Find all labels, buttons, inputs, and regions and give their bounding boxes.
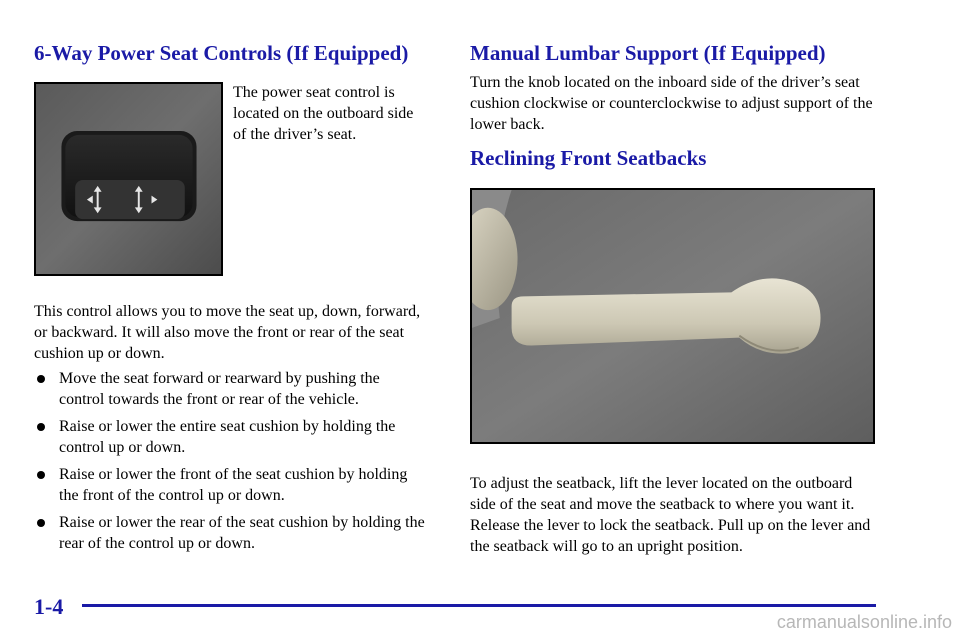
page-number: 1-4 bbox=[34, 594, 64, 619]
power-seat-bullet-list bbox=[34, 368, 426, 560]
power-seat-location-text: The power seat control is located on the outboard side of the driver’s seat. bbox=[233, 84, 414, 143]
power-seat-intro-text: This control allows you to move the seat up, down, forward, or backward. It will also move the front or rear of the seat cushion up or down. bbox=[34, 303, 421, 362]
lumbar-support-text: Turn the knob located on the inboard side of the driver’s seat cushion clockwise or counterclockwise to adjust support of the lower back. bbox=[470, 74, 873, 133]
heading-power-seat: 6-Way Power Seat Controls (If Equipped) bbox=[34, 41, 409, 65]
heading-lumbar-support: Manual Lumbar Support (If Equipped) bbox=[470, 41, 826, 65]
recline-lever-photo bbox=[470, 188, 875, 444]
heading-reclining-seatbacks: Reclining Front Seatbacks bbox=[470, 146, 707, 170]
footer-divider bbox=[82, 604, 876, 607]
list-item: Raise or lower the front of the seat cushion by holding the front of the control up or down. bbox=[34, 464, 426, 506]
bullet-icon bbox=[37, 519, 45, 527]
bullet-icon bbox=[37, 423, 45, 431]
bullet-icon bbox=[37, 375, 45, 383]
list-item: Raise or lower the rear of the seat cushion by holding the rear of the control up or down. bbox=[34, 512, 426, 554]
list-item: Raise or lower the entire seat cushion by holding the control up or down. bbox=[34, 416, 426, 458]
reclining-seatback-text: To adjust the seatback, lift the lever located on the outboard side of the seat and move the seatback to where you want it. Release the lever to lock the seatback. Pull up on the lever and the seatback will go to an upright position. bbox=[470, 475, 871, 555]
bullet-icon bbox=[37, 471, 45, 479]
power-seat-control-photo bbox=[34, 82, 223, 276]
watermark: carmanualsonline.info bbox=[776, 612, 952, 632]
list-item: Move the seat forward or rearward by pushing the control towards the front or rear of the vehicle. bbox=[34, 368, 426, 410]
